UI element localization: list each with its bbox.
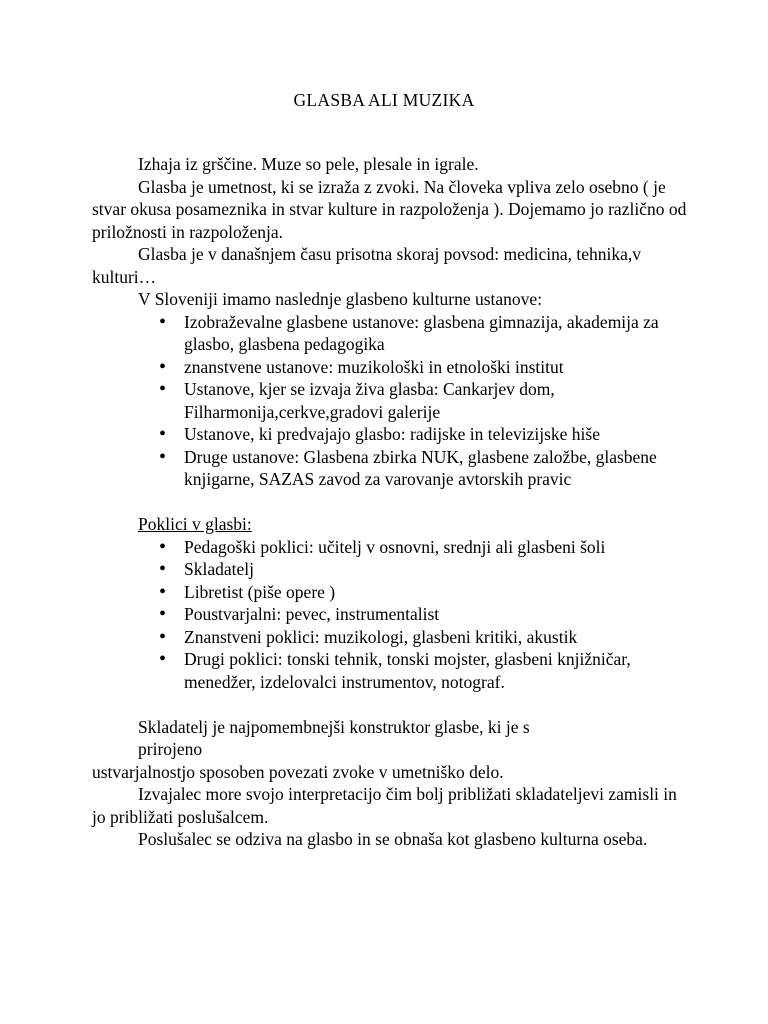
paragraph-listener: Poslušalec se odziva na glasbo in se obnaša kot glasbeno kulturna oseba. [138,829,648,849]
paragraph-composer-line-2: prirojeno [138,739,203,759]
paragraph-composer-line-3: ustvarjalnostjo sposoben povezati zvoke v umetniško delo. [92,761,504,782]
list-item: • Skladatelj [92,558,692,581]
professions-heading [92,513,692,536]
paragraph-presence: Glasba je v današnjem času prisotna skoraj povsod: medicina, tehnika,v kulturi… [92,244,641,287]
paragraph-origin: Izhaja iz grščine. Muze so pele, plesale in igrale. [138,154,479,174]
paragraph-performer: Izvajalec more svojo interpretacijo čim bolj približati skladateljevi zamisli in jo približati poslušalcem. [92,784,677,827]
list-item: • Drugi poklici: tonski tehnik, tonski mojster, glasbeni knjižničar, menedžer, izdelovalci instrumentov, notograf. [92,648,692,693]
paragraph-definition: Glasba je umetnost, ki se izraža z zvoki. Na človeka vpliva zelo osebno ( je stvar okusa posameznika in stvar kulture in razpoloženja ). Dojemamo jo različno od priložnosti in razpoloženja. [92,176,687,242]
list-item: • Ustanove, kjer se izvaja živa glasba: Cankarjev dom, Filharmonija,cerkve,gradovi galerije [92,378,692,423]
list-item: • Libretist (piše opere ) [92,581,692,604]
list-item: • Ustanove, ki predvajajo glasbo: radijske in televizijske hiše [92,423,692,446]
institutions-list [92,311,692,491]
spacer [92,693,692,716]
list-item: • Znanstveni poklici: muzikologi, glasbeni kritiki, akustik [92,626,692,649]
list-item: • znanstvene ustanove: muzikološki in etnološki institut [92,356,692,379]
paragraph-composer-line-1: Skladatelj je najpomembnejši konstruktor glasbe, ki je s [138,716,530,737]
paragraph-institutions-intro: V Sloveniji imamo naslednje glasbeno kulturne ustanove: [138,289,543,309]
professions-list [92,536,692,694]
list-item: • Druge ustanove: Glasbena zbirka NUK, glasbene založbe, glasbene knjigarne, SAZAS zavod za varovanje avtorskih pravic [92,446,692,491]
professions-heading-text: Poklici v glasbi: [138,514,252,534]
page-title: GLASBA ALI MUZIKA [293,90,475,110]
list-item: • Pedagoški poklici: učitelj v osnovni, srednji ali glasbeni šoli [92,536,692,559]
list-item: • Poustvarjalni: pevec, instrumentalist [92,603,692,626]
list-item: • Izobraževalne glasbene ustanove: glasbena gimnazija, akademija za glasbo, glasbena pedagogika [92,311,692,356]
document-body [92,153,692,851]
spacer [92,491,692,514]
